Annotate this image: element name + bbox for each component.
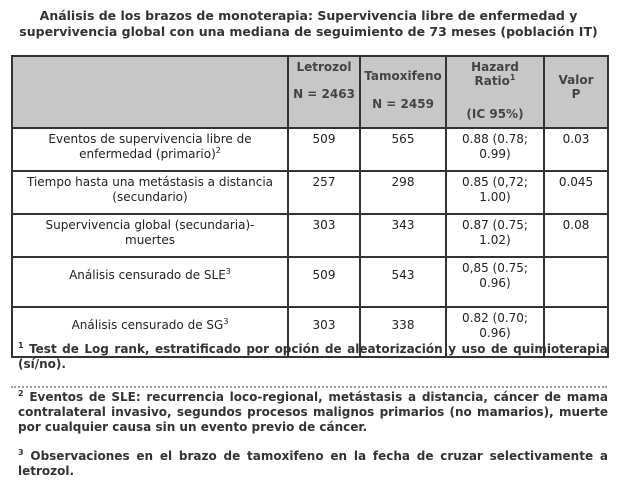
header-tamoxifeno-n: N = 2459 (372, 97, 434, 111)
footnote-3-text: Observaciones en el brazo de tamoxifeno en la fecha de cruzar selectivamente a letrozol. (18, 449, 608, 478)
title-line-1: Análisis de los brazos de monoterapia: Supervivencia libre de enfermedad y (39, 8, 578, 23)
header-tamoxifeno-name: Tamoxifeno (364, 69, 442, 83)
cell-p-value (544, 257, 608, 307)
header-letrozol-name: Letrozol (296, 60, 352, 74)
results-table (11, 55, 609, 358)
footnote-1-text: Test de Log rank, estratificado por opción de aleatorización y uso de quimioterapia (sí/no). (18, 342, 608, 371)
footnote-2-text: Eventos de SLE: recurrencia loco-regional, metástasis a distancia, cáncer de mama contralateral invasivo, segundos procesos malignos primarios (no mamarios), muerte por cualquier causa sin un evento previo de cáncer. (18, 390, 609, 434)
row-label (12, 257, 288, 307)
row-label-sup: 3 (225, 267, 231, 276)
row-label-text: Supervivencia global (secundaria)- muertes (45, 218, 255, 247)
table-row (12, 257, 608, 307)
row-label (12, 128, 288, 171)
header-p-value (544, 56, 608, 128)
footnote-1-marker: 1 (18, 341, 24, 350)
cell-letrozol: 303 (288, 307, 360, 357)
cell-letrozol: 257 (288, 171, 360, 214)
cell-hazard-ratio: 0.82 (0.70; 0.96) (446, 307, 544, 357)
footnote-3-marker: 3 (18, 448, 24, 457)
cell-tamoxifeno: 565 (360, 128, 446, 171)
row-label-text: Eventos de supervivencia libre de enfermedad (primario) (48, 132, 252, 161)
header-row (12, 56, 608, 128)
table-title (10, 8, 607, 40)
header-hr-sup: 1 (509, 73, 516, 82)
cell-p-value: 0.08 (544, 214, 608, 257)
cell-p-value: 0.045 (544, 171, 608, 214)
cell-tamoxifeno: 298 (360, 171, 446, 214)
header-letrozol-n: N = 2463 (293, 87, 355, 101)
cell-hazard-ratio: 0.85 (0,72; 1.00) (446, 171, 544, 214)
row-label-sup: 2 (215, 146, 221, 155)
header-hazard-ratio (446, 56, 544, 128)
cell-letrozol: 303 (288, 214, 360, 257)
cell-hazard-ratio: 0,85 (0.75; 0.96) (446, 257, 544, 307)
footnote-2-marker: 2 (18, 389, 24, 398)
row-label-text: Análisis censurado de SG (71, 318, 224, 332)
row-label-text: Análisis censurado de SLE (69, 268, 226, 282)
cell-letrozol: 509 (288, 257, 360, 307)
footnote-3 (18, 449, 608, 479)
row-label-sup: 3 (223, 317, 229, 326)
cell-tamoxifeno: 543 (360, 257, 446, 307)
header-hr-name: Hazard Ratio (471, 60, 519, 88)
cell-hazard-ratio: 0.88 (0.78; 0.99) (446, 128, 544, 171)
cell-hazard-ratio: 0.87 (0.75; 1.02) (446, 214, 544, 257)
row-label (12, 214, 288, 257)
cell-tamoxifeno: 343 (360, 214, 446, 257)
header-tamoxifeno (360, 56, 446, 128)
table-row (12, 171, 608, 214)
header-endpoint (12, 56, 288, 128)
table-row (12, 128, 608, 171)
title-line-2: supervivencia global con una mediana de seguimiento de 73 meses (población IT) (19, 24, 598, 39)
footnote-2 (18, 390, 608, 435)
row-label (12, 171, 288, 214)
cell-p-value: 0.03 (544, 128, 608, 171)
header-letrozol (288, 56, 360, 128)
table-row (12, 214, 608, 257)
cell-tamoxifeno: 338 (360, 307, 446, 357)
row-label-text: Tiempo hasta una metástasis a distancia (secundario) (26, 175, 274, 204)
header-p-name: Valor P (558, 73, 594, 101)
footnote-divider (11, 386, 607, 388)
cell-letrozol: 509 (288, 128, 360, 171)
header-hr-ci: (IC 95%) (466, 107, 524, 121)
footnote-1 (18, 342, 608, 372)
